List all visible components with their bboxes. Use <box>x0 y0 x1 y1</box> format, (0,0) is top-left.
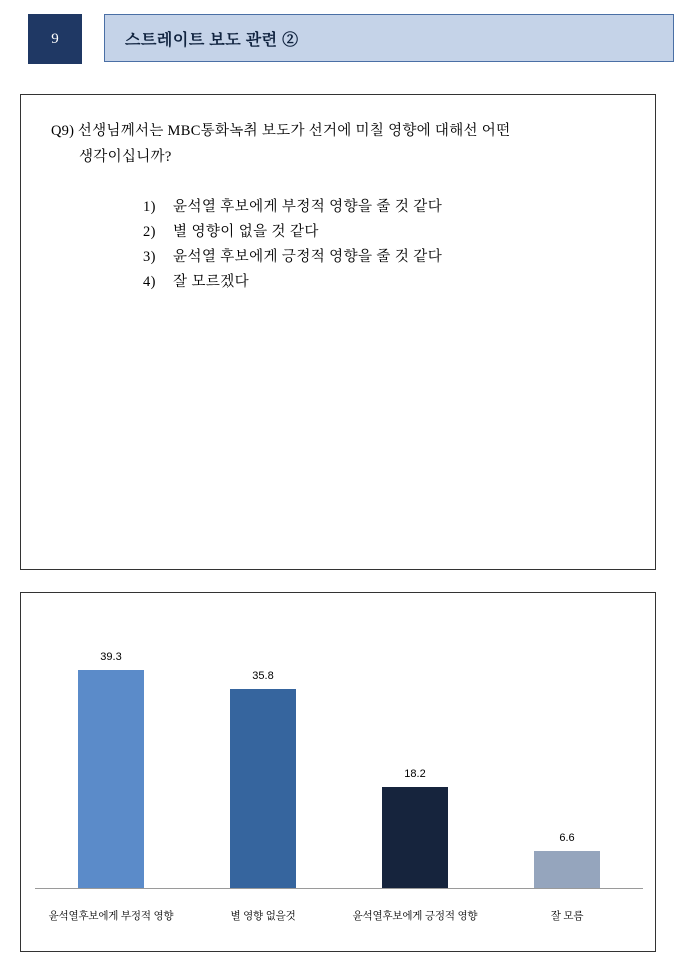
option-label: 윤석열 후보에게 부정적 영향을 줄 것 같다 <box>173 199 443 215</box>
bar-slot <box>187 638 339 888</box>
x-tick-label: 윤석열후보에게 부정적 영향 <box>48 910 174 922</box>
option-number: 1) <box>143 199 156 215</box>
list-item <box>143 245 442 270</box>
question-text-line1 <box>51 117 631 145</box>
list-item <box>143 195 442 220</box>
bar <box>230 670 296 888</box>
bar-slot <box>491 638 643 888</box>
question-panel <box>20 94 656 570</box>
bar-chart <box>21 593 655 951</box>
x-axis-line <box>35 888 643 889</box>
chart-panel <box>20 592 656 952</box>
bar <box>78 650 144 888</box>
option-label: 별 영향이 없을 것 같다 <box>173 224 319 240</box>
page-number-badge <box>28 14 82 64</box>
option-label: 잘 모르겠다 <box>173 274 250 290</box>
bar-value-label: 18.2 <box>404 767 426 780</box>
list-item <box>143 220 442 245</box>
page-title: 스트레이트 보도 관련 ② <box>125 31 299 49</box>
answer-options-list <box>143 195 442 295</box>
bar-slot <box>35 638 187 888</box>
bar-value-label: 39.3 <box>100 650 122 663</box>
x-tick-label: 별 영향 없을것 <box>230 910 296 922</box>
bar-value-label: 6.6 <box>559 832 575 845</box>
question-body: 선생님께서는 MBC통화녹취 보도가 선거에 미칠 영향에 대해선 어떤 <box>77 123 511 139</box>
title-accent-bar <box>105 15 109 61</box>
question-label: Q9) <box>51 123 75 139</box>
page-number-label: 9 <box>51 30 59 47</box>
bar-value-label: 35.8 <box>252 670 274 683</box>
option-number: 3) <box>143 249 156 265</box>
header-title-banner <box>104 14 674 62</box>
bar-slot <box>339 638 491 888</box>
option-number: 2) <box>143 224 156 240</box>
question-text-line2: 생각이십니까? <box>79 149 172 165</box>
option-label: 윤석열 후보에게 긍정적 영향을 줄 것 같다 <box>173 249 443 265</box>
bar <box>382 767 448 888</box>
list-item <box>143 270 442 295</box>
x-tick-label: 윤석열후보에게 긍정적 영향 <box>352 910 478 922</box>
chart-category-labels <box>35 908 643 923</box>
page-header <box>0 14 677 62</box>
chart-bars <box>35 638 643 888</box>
x-tick-label: 잘 모름 <box>550 910 584 922</box>
bar <box>534 832 600 888</box>
option-number: 4) <box>143 274 156 290</box>
